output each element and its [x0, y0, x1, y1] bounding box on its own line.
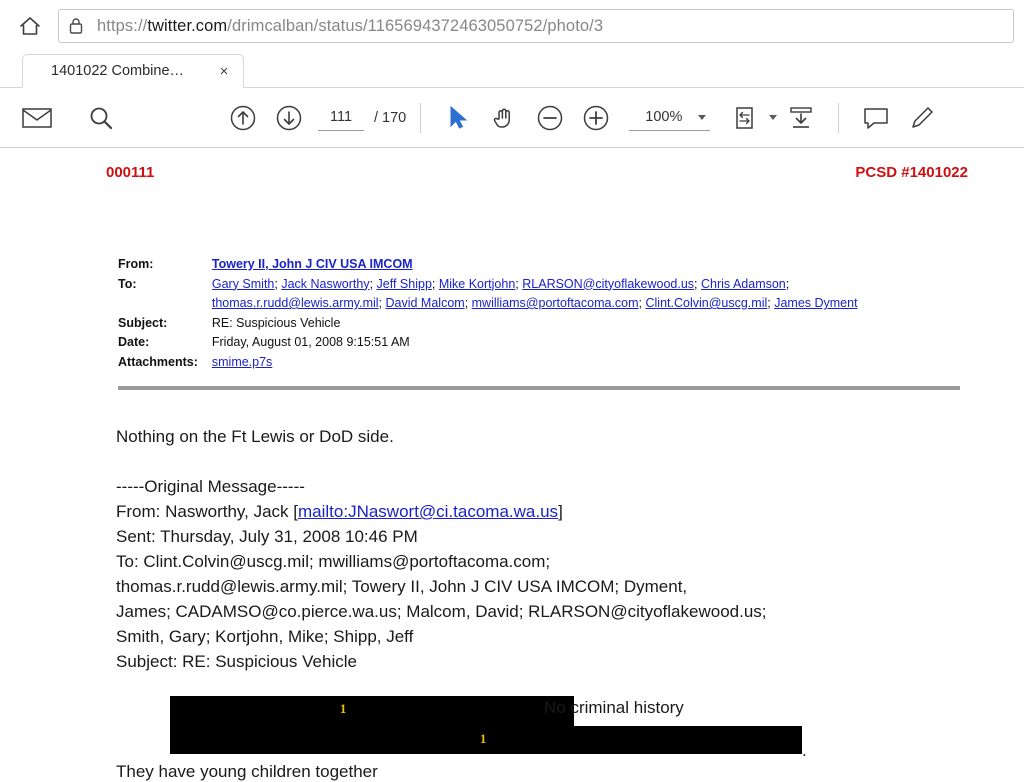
- redaction-exemption-code: 1: [480, 732, 487, 746]
- original-to-line-3: James; CADAMSO@co.pierce.wa.us; Malcom, David; RLARSON@cityoflakewood.us;: [116, 602, 767, 621]
- recipient-separator: ;: [785, 276, 790, 291]
- browser-chrome: [0, 0, 1024, 52]
- to-recipient[interactable]: Clint.Colvin@uscg.mil: [645, 296, 768, 310]
- zoom-out-button[interactable]: [527, 95, 573, 141]
- attachment-link[interactable]: smime.p7s: [211, 354, 273, 369]
- lock-icon: [69, 17, 87, 35]
- visible-text-fragment: No criminal history: [544, 698, 684, 717]
- chevron-down-icon[interactable]: [769, 115, 777, 120]
- tab-title: 1401022 Combine…: [51, 63, 185, 79]
- url-text: https://twitter.com/drimcalban/status/1165694372463050752/photo/3: [97, 16, 604, 35]
- recipient-separator: ;: [274, 276, 282, 291]
- to-label: To:: [118, 276, 137, 291]
- download-icon[interactable]: [778, 95, 824, 141]
- to-recipient[interactable]: RLARSON@cityoflakewood.us: [522, 276, 695, 291]
- to-recipient[interactable]: mwilliams@portoftacoma.com: [471, 296, 639, 310]
- hand-icon[interactable]: [481, 95, 527, 141]
- to-recipient[interactable]: Mike Kortjohn: [438, 276, 516, 291]
- case-number: PCSD #1401022: [855, 164, 968, 181]
- recipient-separator: ;: [378, 296, 386, 310]
- previous-page-button[interactable]: [220, 95, 266, 141]
- recipient-separator: ;: [638, 296, 646, 310]
- magnifier-icon[interactable]: [78, 95, 124, 141]
- zoom-in-button[interactable]: [573, 95, 619, 141]
- page-number-input[interactable]: 111: [318, 105, 364, 131]
- header-row-subject: [118, 314, 912, 334]
- pen-icon[interactable]: [899, 95, 945, 141]
- email-header: [118, 255, 968, 372]
- to-recipient[interactable]: Jack Nasworthy: [281, 276, 370, 291]
- toolbar-divider: [420, 103, 421, 133]
- date-label: Date:: [118, 335, 150, 349]
- original-message-separator: -----Original Message-----: [116, 477, 305, 496]
- tab-strip: [0, 52, 1024, 88]
- header-row-from: [118, 255, 912, 275]
- recipient-separator: ;: [464, 296, 472, 310]
- original-to-line-4: Smith, Gary; Kortjohn, Mike; Shipp, Jeff: [116, 627, 414, 646]
- original-from-line: From: Nasworthy, Jack [mailto:JNaswort@ci.tacoma.wa.us]: [116, 502, 563, 521]
- address-bar[interactable]: [58, 9, 1014, 43]
- to-recipient[interactable]: thomas.r.rudd@lewis.army.mil: [211, 296, 379, 310]
- email-body: [116, 424, 968, 674]
- pdf-page: [0, 148, 1024, 782]
- to-recipient[interactable]: Gary Smith: [211, 276, 275, 291]
- to-recipient[interactable]: Chris Adamson: [701, 276, 786, 291]
- cursor-arrow-icon[interactable]: [435, 95, 481, 141]
- chevron-down-icon[interactable]: [698, 115, 706, 120]
- home-icon[interactable]: [10, 6, 50, 46]
- envelope-icon[interactable]: [14, 95, 60, 141]
- bates-number: 000111: [106, 164, 155, 181]
- zoom-level-select[interactable]: [629, 105, 710, 131]
- pdf-toolbar: [0, 88, 1024, 148]
- page-total-label: / 170: [374, 109, 407, 126]
- to-recipient[interactable]: James Dyment: [774, 296, 858, 310]
- recipient-separator: ;: [515, 276, 523, 291]
- to-value: [212, 275, 912, 314]
- body-last-line: They have young children together: [116, 762, 378, 781]
- header-divider: [118, 386, 960, 390]
- original-to-line-1: To: Clint.Colvin@uscg.mil; mwilliams@portoftacoma.com;: [116, 552, 551, 571]
- subject-value: RE: Suspicious Vehicle: [211, 315, 341, 330]
- original-to-line-2: thomas.r.rudd@lewis.army.mil; Towery II, John J CIV USA IMCOM; Dyment,: [116, 577, 688, 596]
- attachments-label: Attachments:: [118, 354, 198, 369]
- date-value: Friday, August 01, 2008 9:15:51 AM: [211, 335, 410, 349]
- trailing-period: .: [802, 741, 807, 760]
- tab-pdf-document[interactable]: [22, 54, 244, 88]
- subject-label: Subject:: [118, 315, 168, 330]
- recipient-separator: ;: [431, 276, 439, 291]
- body-line-1: Nothing on the Ft Lewis or DoD side.: [116, 427, 394, 446]
- comment-icon[interactable]: [853, 95, 899, 141]
- original-sent-line: Sent: Thursday, July 31, 2008 10:46 PM: [116, 527, 418, 546]
- to-recipient[interactable]: Jeff Shipp: [376, 276, 432, 291]
- redaction-exemption-code: 1: [340, 702, 347, 716]
- mailto-link[interactable]: mailto:JNaswort@ci.tacoma.wa.us: [298, 502, 559, 521]
- close-icon[interactable]: ×: [219, 62, 229, 80]
- page-stamps: [56, 148, 968, 181]
- from-value[interactable]: Towery II, John J CIV USA IMCOM: [211, 257, 413, 271]
- original-subject-line: Subject: RE: Suspicious Vehicle: [116, 652, 357, 671]
- recipient-separator: ;: [767, 296, 775, 310]
- redaction-block: [108, 696, 968, 760]
- header-row-attachments: [118, 353, 912, 373]
- fit-page-icon[interactable]: [732, 95, 778, 141]
- header-row-to: [118, 275, 912, 314]
- zoom-value: 100%: [645, 109, 683, 125]
- next-page-button[interactable]: [266, 95, 312, 141]
- from-label: From:: [118, 257, 154, 271]
- recipient-separator: ;: [694, 276, 701, 291]
- toolbar-divider-2: [838, 103, 839, 133]
- header-row-date: [118, 333, 912, 353]
- recipient-separator: ;: [369, 276, 377, 291]
- to-recipient[interactable]: David Malcom: [385, 296, 465, 310]
- pdf-viewport[interactable]: [0, 148, 1024, 781]
